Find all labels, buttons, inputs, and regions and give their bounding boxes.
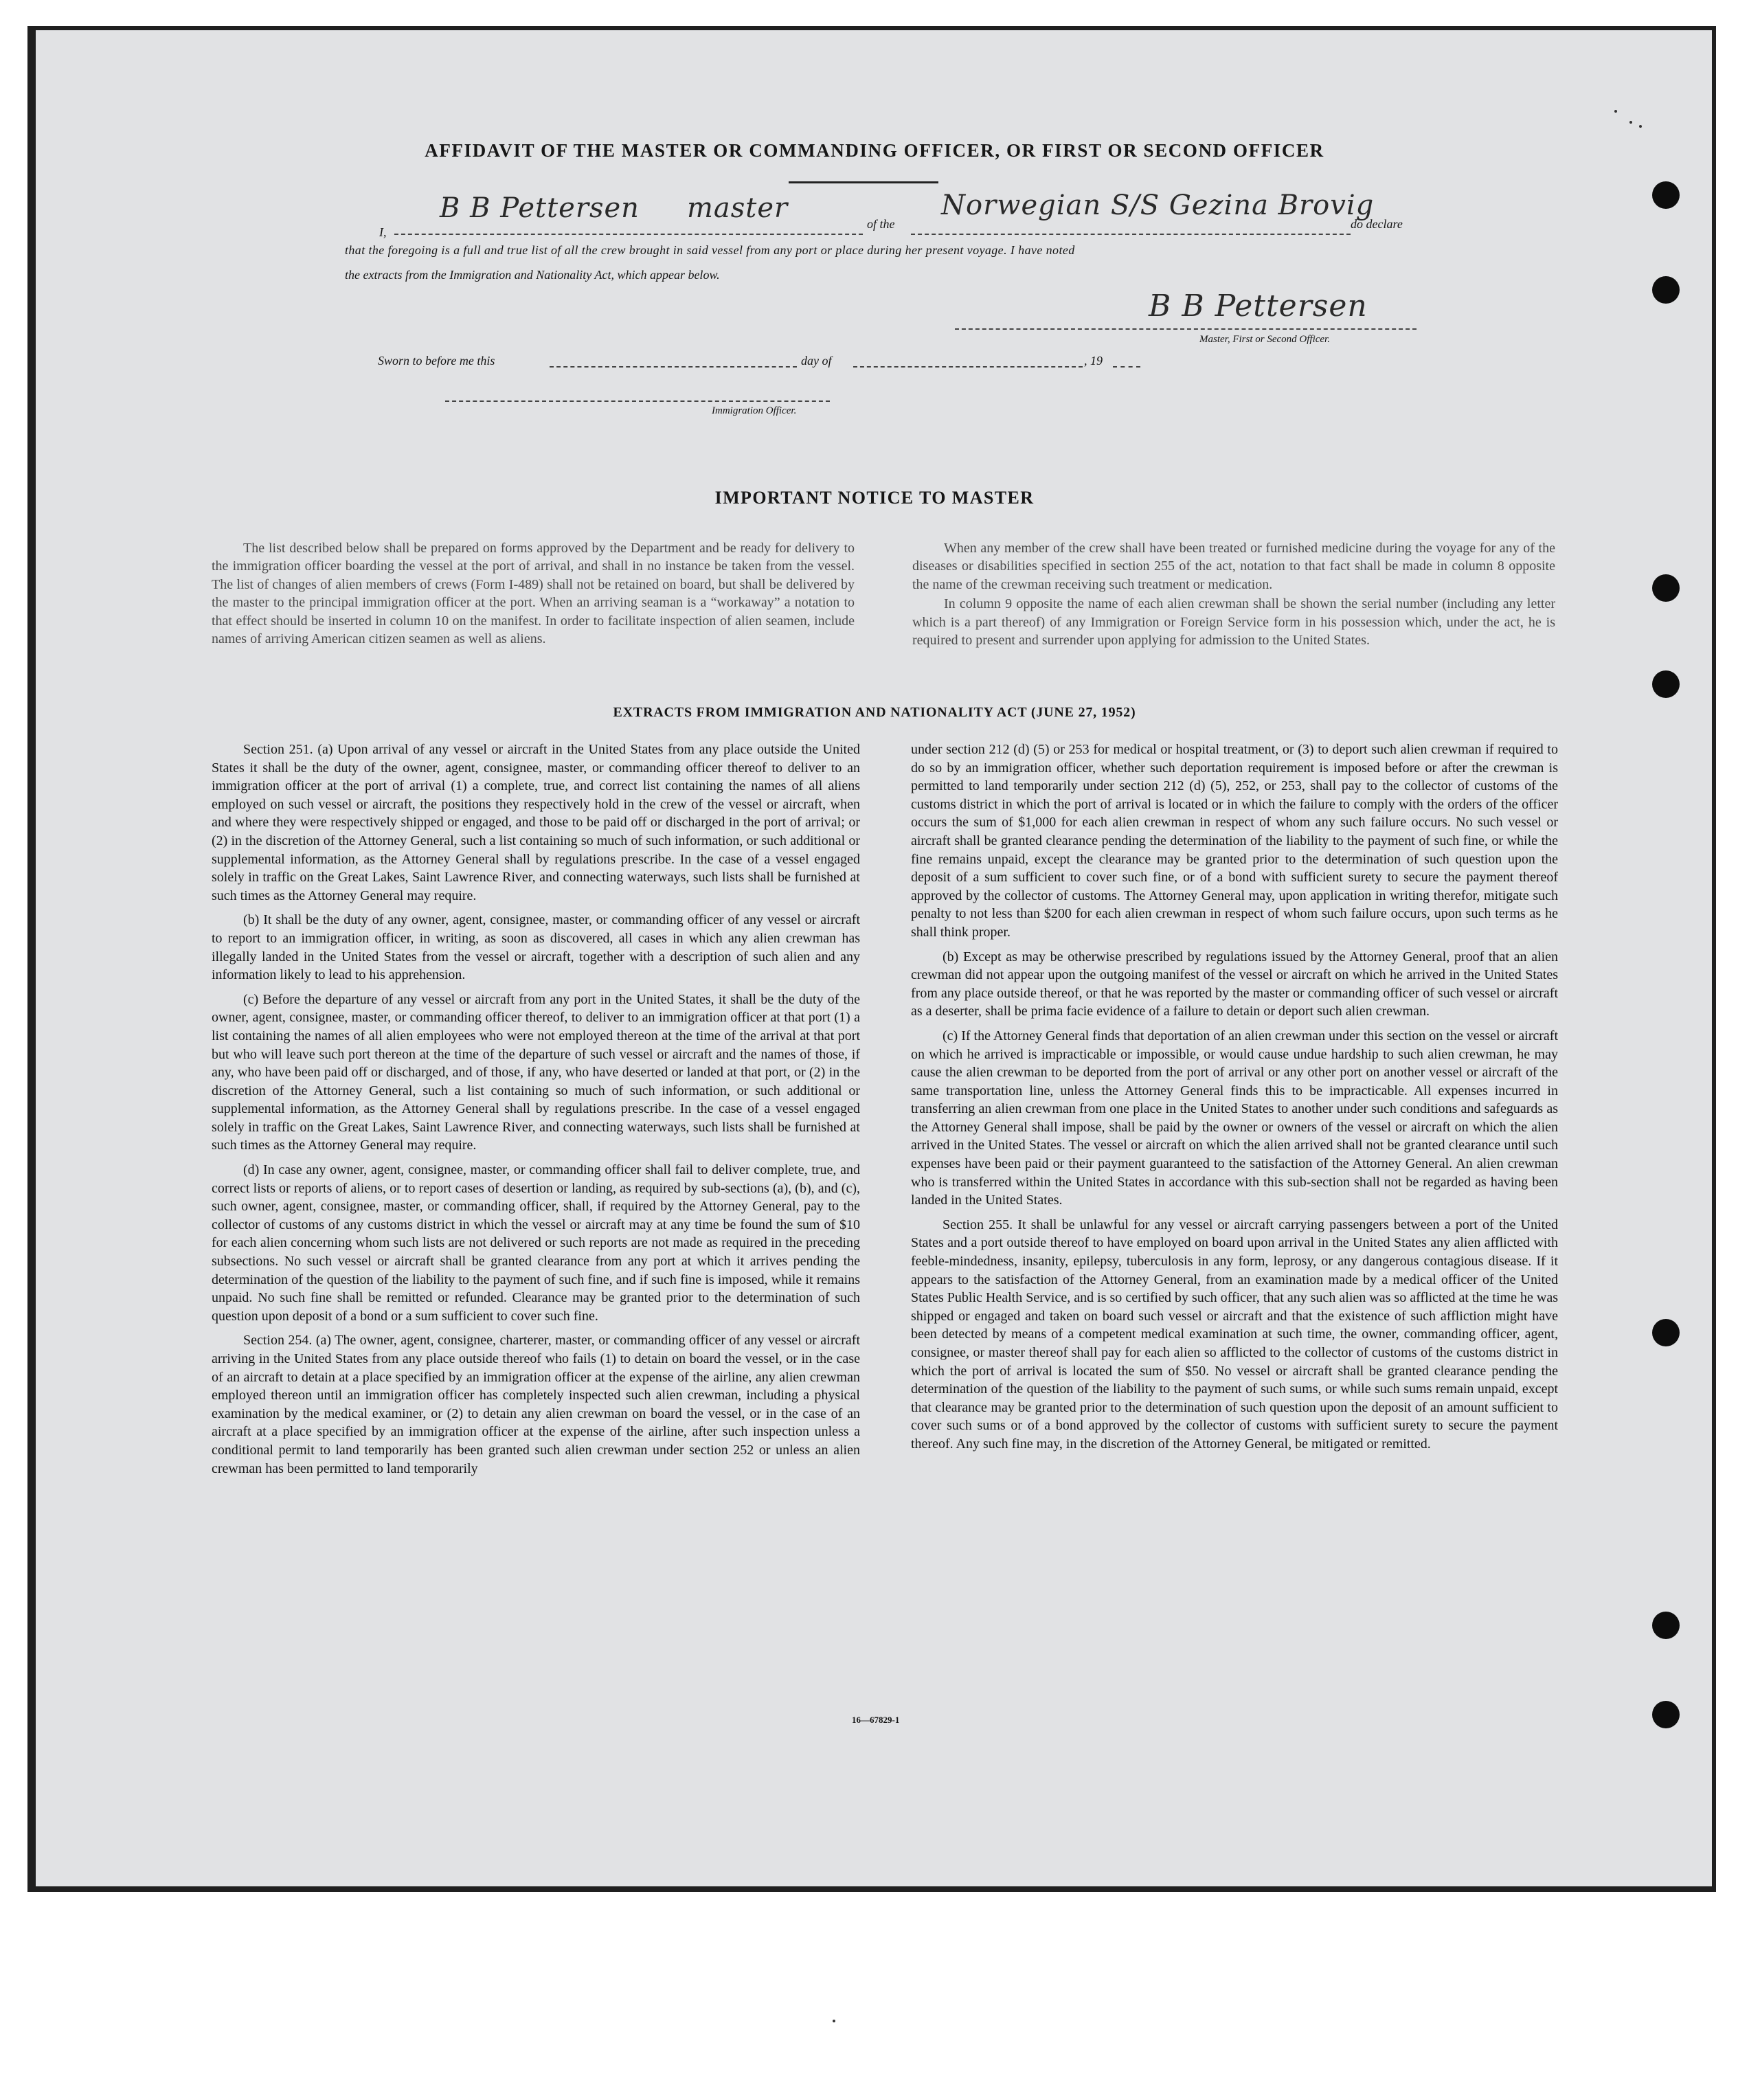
officer-line — [445, 400, 830, 402]
master-signature: B B Pettersen — [1149, 289, 1368, 324]
signature-line — [955, 328, 1417, 330]
sworn-month-line — [853, 366, 1083, 368]
law-paragraph: Section 254. (a) The owner, agent, consignee, charterer, master, or commanding officer of any vessel or aircraft arriving in the United States from any place outside thereof who fails (1) to detain on board the vessel, or in the case of an aircraft to detain at a place specified by an immigration officer at the expense of the airline, any alien crewman employed thereon until an immigration officer has completely inspected such alien crewman, including a physical examination by the medical examiner, or (2) to detain any alien crewman on board the vessel, or in the case of an aircraft at a place specified by an immigration officer at the expense of the airline, after such inspection unless a conditional permit to land temporarily has been granted such alien crewman under section 252 or unless an alien crewman has been permitted to land temporarily — [212, 1333, 860, 1476]
title-rule — [789, 181, 938, 183]
notice-paragraph: In column 9 opposite the name of each alien crewman shall be shown the serial number (including any letter which is a part thereof) of any Immigration or Foreign Service form in his possession which, under the act, he is required to present and surrender upon applying for admission to the United States. — [912, 596, 1555, 648]
name-line — [394, 234, 863, 235]
extracts-left-column — [212, 741, 860, 1484]
form-code: 16—67829-1 — [852, 1715, 900, 1725]
notice-right-column — [912, 539, 1555, 656]
affidavit-title: AFFIDAVIT OF THE MASTER OR COMMANDING OFFICER, OR FIRST OR SECOND OFFICER — [425, 140, 1324, 161]
law-paragraph: (b) It shall be the duty of any owner, agent, consignee, master, or commanding officer of any vessel or aircraft to report to an immigration officer, in writing, as soon as discovered, all cases in which any alien crewman has illegally landed in the United States from the vessel or aircraft, together with a description of such alien and any information likely to lead to his apprehension. — [212, 912, 860, 983]
law-paragraph: (d) In case any owner, agent, consignee, master, or commanding officer shall fail to deliver complete, true, and correct lists or reports of aliens, or to report cases of desertion or landing, as required by sub-sections (a), (b), and (c), such owner, agent, consignee, master, or commanding officer, shall, if required by the Attorney General, pay to the collector of customs of any customs district in which the vessel or aircraft may at any time be found the sum of $10 for each alien concerning whom such lists are not delivered or such reports are not made as required in the preceding subsections. No such vessel or aircraft shall be granted clearance from any port at which it arrives pending the determination of the question of the liability to the payment of such fine, and if such fine is imposed, while it remains unpaid. No such fine shall be remitted or refunded. Clearance may be granted prior to the determination of such question upon deposit of a bond or a sum sufficient to cover such fine. — [212, 1162, 860, 1324]
sworn-day-line — [550, 366, 797, 368]
i-label: I, — [379, 225, 387, 239]
notice-title: IMPORTANT NOTICE TO MASTER — [714, 488, 1035, 508]
notice-paragraph: The list described below shall be prepared on forms approved by the Department and be ready for delivery to the immigration officer boarding the vessel at the port of arrival, and shall in no instance be taken from the vessel. The list of changes of alien members of crews (Form I-489) shall not be retained on board, but shall be delivered by the master to the principal immigration officer at the port. When an arriving seaman is a “workaway” a notation to that effect should be inserted in column 10 on the manifest. In order to facilitate inspection of alien seamen, include names of arriving American citizen seamen as well as aliens. — [212, 541, 855, 647]
law-paragraph: (c) If the Attorney General finds that deportation of an alien crewman under this section on the vessel or aircraft on which he arrived is impracticable or impossible, or would cause undue hardship to such alien crewman, he may cause the alien crewman to be deported from the port of arrival or any other port on another vessel or aircraft of the same transportation line, unless the Attorney General finds this to be impracticable. All expenses incurred in transferring an alien crewman from one place in the United States to another under such conditions and safeguards as the Attorney General shall impose, shall be paid by the owner or owners of the vessel or aircraft on which the alien arrived in the United States. The vessel or aircraft on which the alien arrived shall not be granted clearance until such expenses have been paid or their payment guaranteed to the satisfaction of the Attorney General. An alien crewman who is transferred within the United States in accordance with this sub-section shall not be regarded as having been landed in the United States. — [911, 1028, 1558, 1208]
scan-speck — [1629, 121, 1632, 124]
punch-hole — [1652, 181, 1680, 209]
punch-hole — [1652, 1319, 1680, 1346]
day-of-label: day of — [801, 354, 832, 368]
scan-speck — [1614, 110, 1617, 113]
scan-speck — [833, 2020, 835, 2022]
declare-label: do declare — [1351, 217, 1403, 231]
signature-caption: Master, First or Second Officer. — [1199, 334, 1330, 345]
punch-hole — [1652, 1701, 1680, 1728]
punch-hole — [1652, 1612, 1680, 1639]
notice-paragraph: When any member of the crew shall have been treated or furnished medicine during the voyage for any of the diseases or disabilities specified in section 255 of the act, notation to that fact shall be made in column 8 opposite the name of the crewman receiving such treatment or medication. — [912, 541, 1555, 592]
affidavit-line-1: that the foregoing is a full and true list of all the crew brought in said vessel from any port or place during her present voyage. I have noted — [345, 243, 1075, 257]
law-paragraph: under section 212 (d) (5) or 253 for medical or hospital treatment, or (3) to deport such alien crewman if required to do so by an immigration officer, whether such deportation requirement is imposed before or after the crewman is permitted to land temporarily under section 212 (d) (5), 252, or 253, shall pay to the collector of customs of the customs district in which the port of arrival is located or in which the failure to comply with the orders of the officer occurs the sum of $1,000 for each alien crewman in respect of whom any such failure occurs. No such vessel or aircraft shall be granted clearance pending the determination of the liability to the payment of such fine, or while the fine remains unpaid, except the clearance may be granted prior to the determination of such question upon the deposit of a sum sufficient to cover such fine, or of a bond with sufficient surety to secure the payment thereof approved by the collector of customs. The Attorney General may, upon application in writing therefor, mitigate such penalty to not less than $200 for each alien crewman in respect of whom such failure occurs, upon such terms as he shall think proper. — [911, 742, 1558, 940]
punch-hole — [1652, 276, 1680, 304]
affidavit-line-2: the extracts from the Immigration and Nationality Act, which appear below. — [345, 268, 720, 282]
law-paragraph: (b) Except as may be otherwise prescribed by regulations issued by the Attorney General, proof that an alien crewman did not appear upon the outgoing manifest of the vessel or aircraft on which he arrived in the United States from any place outside thereof, or that he was reported by the master or commanding officer of such vessel or aircraft as a deserter, shall be prima facie evidence of a failure to detain or deport such alien crewman. — [911, 949, 1558, 1019]
law-paragraph: (c) Before the departure of any vessel or aircraft from any port in the United States, it shall be the duty of the owner, agent, consignee, master, or commanding officer thereof, to deliver to an immigration officer at that port (1) a list containing the names of all alien employees who were not employed thereon at the time of the arrival at that port but who will leave such port thereon at the time of the departure of such vessel or aircraft and the names of those, if any, who have been paid off or discharged, and of those, if any, who have deserted or landed at that port, or (2) in the discretion of the Attorney General, such a list containing so much of such information, or such additional or supplemental information, as the Attorney General shall by regulations prescribe. In the case of a vessel engaged solely in traffic on the Great Lakes, Saint Lawrence River, and connecting waterways, such lists shall be furnished at such times as the Attorney General may require. — [212, 991, 860, 1153]
extracts-title: EXTRACTS FROM IMMIGRATION AND NATIONALITY ACT (JUNE 27, 1952) — [613, 705, 1136, 720]
extracts-right-column — [911, 741, 1558, 1460]
vessel-line — [911, 234, 1351, 235]
punch-hole — [1652, 670, 1680, 698]
punch-hole — [1652, 574, 1680, 602]
sworn-label: Sworn to before me this — [378, 354, 495, 368]
notice-left-column — [212, 539, 855, 655]
handwritten-name: B B Pettersen — [440, 192, 640, 224]
sworn-year-line — [1113, 366, 1140, 368]
officer-caption: Immigration Officer. — [712, 405, 797, 416]
handwritten-vessel: Norwegian S/S Gezina Brovig — [941, 190, 1375, 221]
year-label: , 19 — [1084, 354, 1103, 368]
law-paragraph: Section 251. (a) Upon arrival of any vessel or aircraft in the United States from any place outside the United States it shall be the duty of the owner, agent, consignee, master, or commanding officer thereof to deliver to an immigration officer at the port of arrival (1) a complete, true, and correct list containing the names of all aliens employed on such vessel or aircraft, the positions they respectively hold in the crew of the vessel or aircraft, when and where they were respectively shipped or engaged, and those to be paid off or discharged in the port of arrival; or (2) in the discretion of the Attorney General, such a list containing so much of such information, or such additional or supplemental information, as the Attorney General shall by regulations prescribe. In the case of a vessel engaged solely in traffic on the Great Lakes, Saint Lawrence River, and connecting waterways, such lists shall be furnished at such times as the Attorney General may require. — [212, 742, 860, 903]
of-the-label: of the — [867, 217, 895, 231]
law-paragraph: Section 255. It shall be unlawful for any vessel or aircraft carrying passengers between a port of the United States and a port outside thereof to have employed on board upon arrival in the United States any alien afflicted with feeble-mindedness, insanity, epilepsy, tuberculosis in any form, leprosy, or any dangerous contagious disease. If it appears to the satisfaction of the Attorney General, from an examination made by a medical officer of the United States Public Health Service, and is so certified by such officer, that any such alien was so afflicted at the time he was shipped or engaged and taken on board such vessel or aircraft and that the existence of such affliction might have been detected by means of a competent medical examination at such time, the owner, commanding officer, agent, consignee, or master thereof shall pay for each alien so afflicted to the collector of customs of the customs district in which the port of arrival is located the sum of $50. No vessel or aircraft shall be granted clearance pending the determination of the question of the liability to the payment of such sums, or while such sums remain unpaid, except that clearance may be granted prior to the determination of such question upon the deposit of an amount sufficient to cover such sums or of a bond approved by the collector of customs with sufficient surety to secure the payment thereof. Any such fine may, in the discretion of the Attorney General, be mitigated or remitted. — [911, 1217, 1558, 1452]
scan-speck — [1639, 125, 1642, 128]
handwritten-role: master — [687, 192, 789, 224]
